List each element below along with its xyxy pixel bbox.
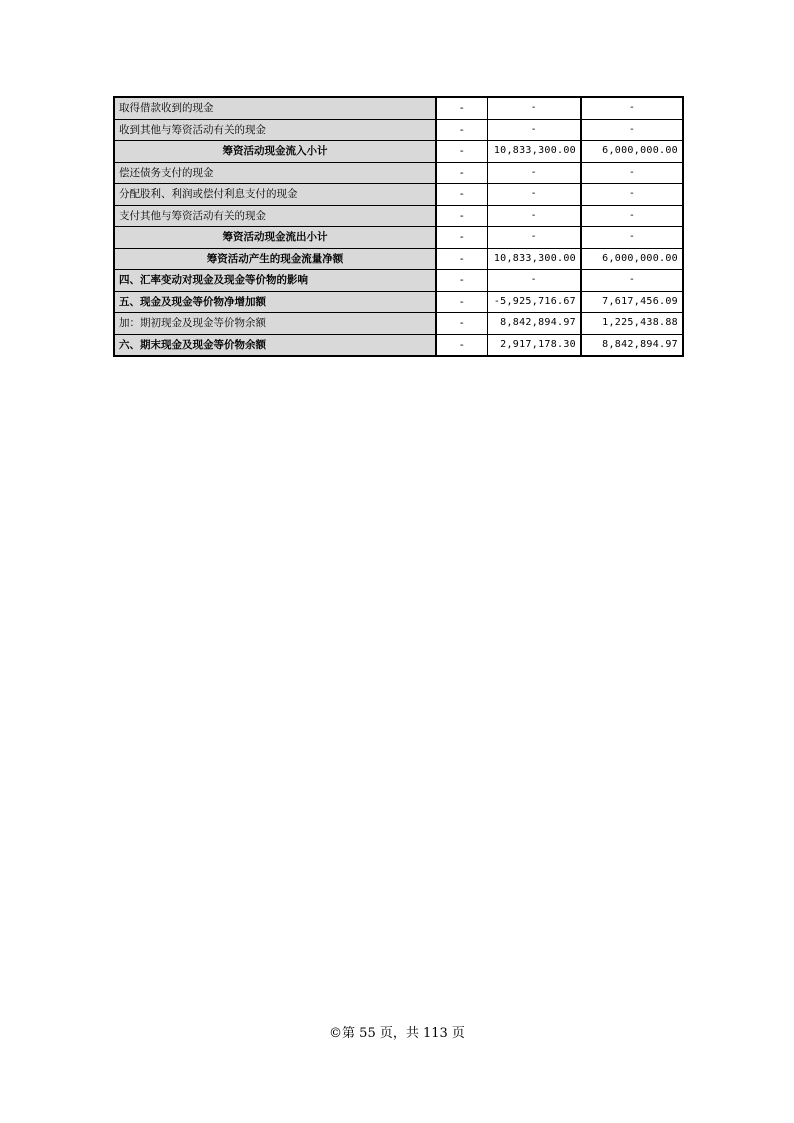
row-label: 筹资活动产生的现金流量净额 bbox=[114, 248, 436, 270]
current-period-value: - bbox=[487, 205, 581, 227]
note-cell: - bbox=[436, 97, 487, 119]
previous-period-value: - bbox=[581, 184, 683, 206]
previous-period-value: - bbox=[581, 270, 683, 292]
current-period-value: - bbox=[487, 162, 581, 184]
current-period-value: - bbox=[487, 119, 581, 141]
table-row bbox=[114, 119, 683, 141]
current-period-value: - bbox=[487, 97, 581, 119]
table-row bbox=[114, 184, 683, 206]
previous-period-value: - bbox=[581, 119, 683, 141]
previous-period-value: 6,000,000.00 bbox=[581, 248, 683, 270]
previous-period-value: 1,225,438.88 bbox=[581, 313, 683, 335]
note-cell: - bbox=[436, 141, 487, 163]
table-row bbox=[114, 313, 683, 335]
current-period-value: 10,833,300.00 bbox=[487, 248, 581, 270]
row-label: 分配股利、利润或偿付利息支付的现金 bbox=[114, 184, 436, 206]
note-cell: - bbox=[436, 162, 487, 184]
row-label: 支付其他与筹资活动有关的现金 bbox=[114, 205, 436, 227]
table-row bbox=[114, 227, 683, 249]
previous-period-value: 8,842,894.97 bbox=[581, 334, 683, 356]
table-row bbox=[114, 141, 683, 163]
previous-period-value: - bbox=[581, 205, 683, 227]
current-period-value: 8,842,894.97 bbox=[487, 313, 581, 335]
note-cell: - bbox=[436, 205, 487, 227]
current-period-value: 10,833,300.00 bbox=[487, 141, 581, 163]
current-period-value: 2,917,178.30 bbox=[487, 334, 581, 356]
current-period-value: - bbox=[487, 227, 581, 249]
previous-period-value: - bbox=[581, 162, 683, 184]
cash-flow-financing-table bbox=[113, 96, 684, 357]
table-row bbox=[114, 205, 683, 227]
row-label: 筹资活动现金流入小计 bbox=[114, 141, 436, 163]
page-footer: ©第 55 页，共 113 页 bbox=[329, 1026, 465, 1041]
row-label: 四、汇率变动对现金及现金等价物的影响 bbox=[114, 270, 436, 292]
row-label: 加：期初现金及现金等价物余额 bbox=[114, 313, 436, 335]
table-row bbox=[114, 162, 683, 184]
previous-period-value: - bbox=[581, 97, 683, 119]
current-period-value: -5,925,716.67 bbox=[487, 291, 581, 313]
previous-period-value: 7,617,456.09 bbox=[581, 291, 683, 313]
note-cell: - bbox=[436, 334, 487, 356]
note-cell: - bbox=[436, 248, 487, 270]
note-cell: - bbox=[436, 184, 487, 206]
row-label: 偿还债务支付的现金 bbox=[114, 162, 436, 184]
current-period-value: - bbox=[487, 184, 581, 206]
row-label: 取得借款收到的现金 bbox=[114, 97, 436, 119]
note-cell: - bbox=[436, 291, 487, 313]
note-cell: - bbox=[436, 270, 487, 292]
row-label: 五、现金及现金等价物净增加额 bbox=[114, 291, 436, 313]
table-row bbox=[114, 334, 683, 356]
previous-period-value: - bbox=[581, 227, 683, 249]
cash-flow-table-body bbox=[114, 97, 683, 356]
table-row bbox=[114, 270, 683, 292]
previous-period-value: 6,000,000.00 bbox=[581, 141, 683, 163]
note-cell: - bbox=[436, 227, 487, 249]
row-label: 六、期末现金及现金等价物余额 bbox=[114, 334, 436, 356]
row-label: 收到其他与筹资活动有关的现金 bbox=[114, 119, 436, 141]
table-row bbox=[114, 97, 683, 119]
note-cell: - bbox=[436, 313, 487, 335]
note-cell: - bbox=[436, 119, 487, 141]
table-row bbox=[114, 248, 683, 270]
table-row bbox=[114, 291, 683, 313]
current-period-value: - bbox=[487, 270, 581, 292]
row-label: 筹资活动现金流出小计 bbox=[114, 227, 436, 249]
